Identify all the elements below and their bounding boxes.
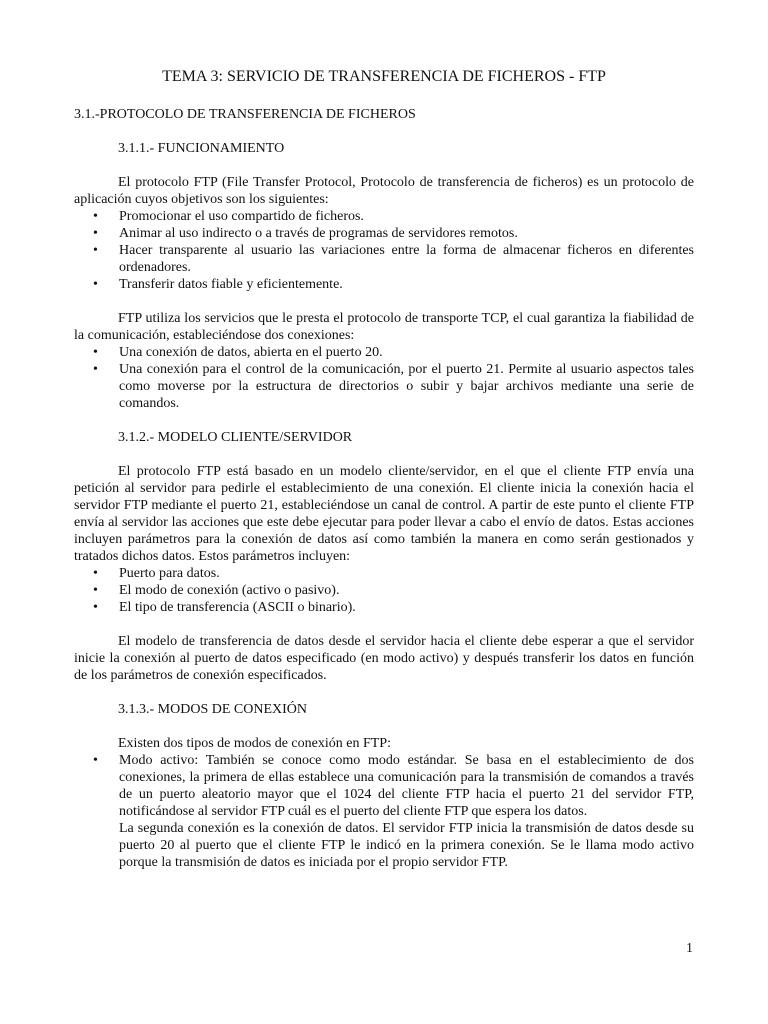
list-item: • El tipo de transferencia (ASCII o binario). — [93, 600, 356, 615]
bullet-icon: • — [93, 583, 98, 598]
page-number: 1 — [686, 941, 693, 956]
bullet-icon: • — [93, 277, 98, 292]
paragraph: FTP utiliza los servicios que le presta el protocolo de transporte TCP, el cual garantiza la fiabilidad de la comunicación, estableciéndose dos conexiones: — [74, 311, 694, 343]
subsection-heading-modos: 3.1.3.- MODOS DE CONEXIÓN — [118, 702, 307, 717]
paragraph: El modelo de transferencia de datos desde el servidor hacia el cliente debe esperar a que el servidor inicie la conexión al puerto de datos especificado (en modo activo) y después transferir los datos en función de los parámetros de conexión especificados. — [74, 634, 694, 683]
list-item: • Animar al uso indirecto o a través de programas de servidores remotos. — [93, 226, 518, 241]
bullet-list — [74, 565, 694, 616]
bullet-icon: • — [93, 753, 98, 768]
list-item: • Transferir datos fiable y eficientemente. — [93, 277, 343, 292]
bullet-list — [74, 344, 694, 412]
document-body — [74, 106, 694, 871]
bullet-list — [74, 752, 694, 871]
bullet-icon: • — [93, 345, 98, 360]
bullet-icon: • — [93, 226, 98, 241]
list-item: • Promocionar el uso compartido de ficheros. — [93, 209, 364, 224]
list-item: • Hacer transparente al usuario las variaciones entre la forma de almacenar ficheros en diferentes ordenadores. — [93, 243, 694, 275]
page-title: TEMA 3: SERVICIO DE TRANSFERENCIA DE FICHEROS - FTP — [162, 68, 606, 85]
list-item-continuation: La segunda conexión es la conexión de datos. El servidor FTP inicia la transmisión de datos desde su puerto 20 al puerto que el cliente FTP le indicó en la primera conexión. Se le llama modo activo porque la transmisión de datos es iniciada por el propio servidor FTP. — [119, 821, 694, 870]
paragraph: El protocolo FTP (File Transfer Protocol, Protocolo de transferencia de ficheros) es un protocolo de aplicación cuyos objetivos son los siguientes: — [74, 175, 694, 207]
list-item: • Modo activo: También se conoce como modo estándar. Se basa en el establecimiento de dos conexiones, la primera de ellas establece una comunicación para la transmisión de comandos a través de un puerto aleatorio mayor que el 1024 del cliente FTP hacia el puerto 21 del servidor FTP, notificándose al servidor FTP cuál es el puerto del cliente FTP que espera los datos. — [93, 753, 694, 819]
list-item: • Una conexión para el control de la comunicación, por el puerto 21. Permite al usuario aspectos tales como moverse por la estructura de directorios o subir y bajar archivos mediante una serie de comandos. — [93, 362, 694, 411]
bullet-icon: • — [93, 566, 98, 581]
paragraph: El protocolo FTP está basado en un modelo cliente/servidor, en el que el cliente FTP envía una petición al servidor para pedirle el establecimiento de una conexión. El cliente inicia la conexión hacia el servidor FTP mediante el puerto 21, estableciéndose un canal de control. A partir de este punto el cliente FTP envía al servidor las acciones que este debe ejecutar para poder llevar a cabo el envío de datos. Estas acciones incluyen parámetros para la conexión de datos así como también la manera en como serán gestionados y tratados dichos datos. Estos parámetros incluyen: — [74, 464, 694, 564]
subsection-heading-modelo: 3.1.2.- MODELO CLIENTE/SERVIDOR — [118, 430, 353, 445]
list-item: • El modo de conexión (activo o pasivo). — [93, 583, 340, 598]
subsection-heading-funcionamiento: 3.1.1.- FUNCIONAMIENTO — [118, 141, 285, 156]
bullet-icon: • — [93, 243, 98, 258]
bullet-icon: • — [93, 362, 98, 377]
bullet-list — [74, 208, 694, 293]
bullet-icon: • — [93, 209, 98, 224]
paragraph: Existen dos tipos de modos de conexión en FTP: — [118, 736, 391, 751]
section-heading: 3.1.-PROTOCOLO DE TRANSFERENCIA DE FICHEROS — [74, 107, 416, 122]
list-item: • Puerto para datos. — [93, 566, 220, 581]
bullet-icon: • — [93, 600, 98, 615]
list-item: • Una conexión de datos, abierta en el puerto 20. — [93, 345, 383, 360]
